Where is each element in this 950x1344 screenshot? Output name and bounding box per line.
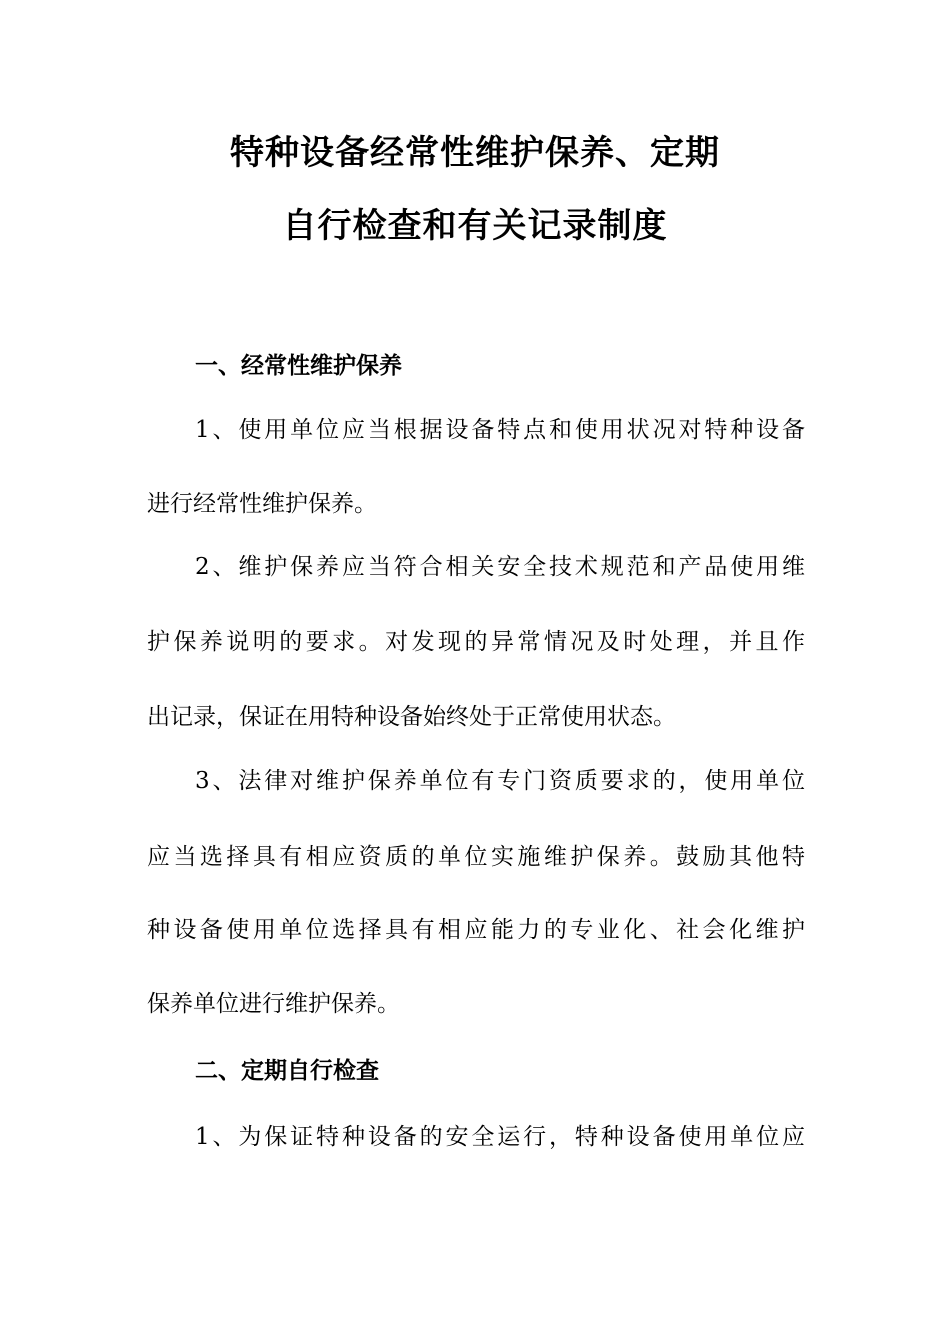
document-title-line-2: 自行检查和有关记录制度 bbox=[282, 206, 668, 246]
section-1-heading: 一、经常性维护保养 bbox=[195, 353, 402, 379]
paragraph-line: 2、维护保养应当符合相关安全技术规范和产品使用维 bbox=[195, 554, 805, 580]
document-title-line-1: 特种设备经常性维护保养、定期 bbox=[230, 133, 720, 173]
paragraph-line: 保养单位进行维护保养。 bbox=[147, 991, 400, 1017]
paragraph-line: 出记录，保证在用特种设备始终处于正常使用状态。 bbox=[147, 704, 676, 730]
paragraph-line: 1、为保证特种设备的安全运行，特种设备使用单位应 bbox=[195, 1124, 805, 1150]
paragraph-line: 护保养说明的要求。对发现的异常情况及时处理，并且作 bbox=[147, 629, 805, 655]
paragraph-line: 种设备使用单位选择具有相应能力的专业化、社会化维护 bbox=[147, 917, 805, 943]
paragraph-line: 3、法律对维护保养单位有专门资质要求的，使用单位 bbox=[195, 768, 805, 794]
paragraph-line: 进行经常性维护保养。 bbox=[147, 491, 377, 517]
paragraph-line: 应当选择具有相应资质的单位实施维护保养。鼓励其他特 bbox=[147, 844, 805, 870]
paragraph-line: 1、使用单位应当根据设备特点和使用状况对特种设备 bbox=[195, 417, 805, 443]
section-2-heading: 二、定期自行检查 bbox=[195, 1058, 379, 1084]
